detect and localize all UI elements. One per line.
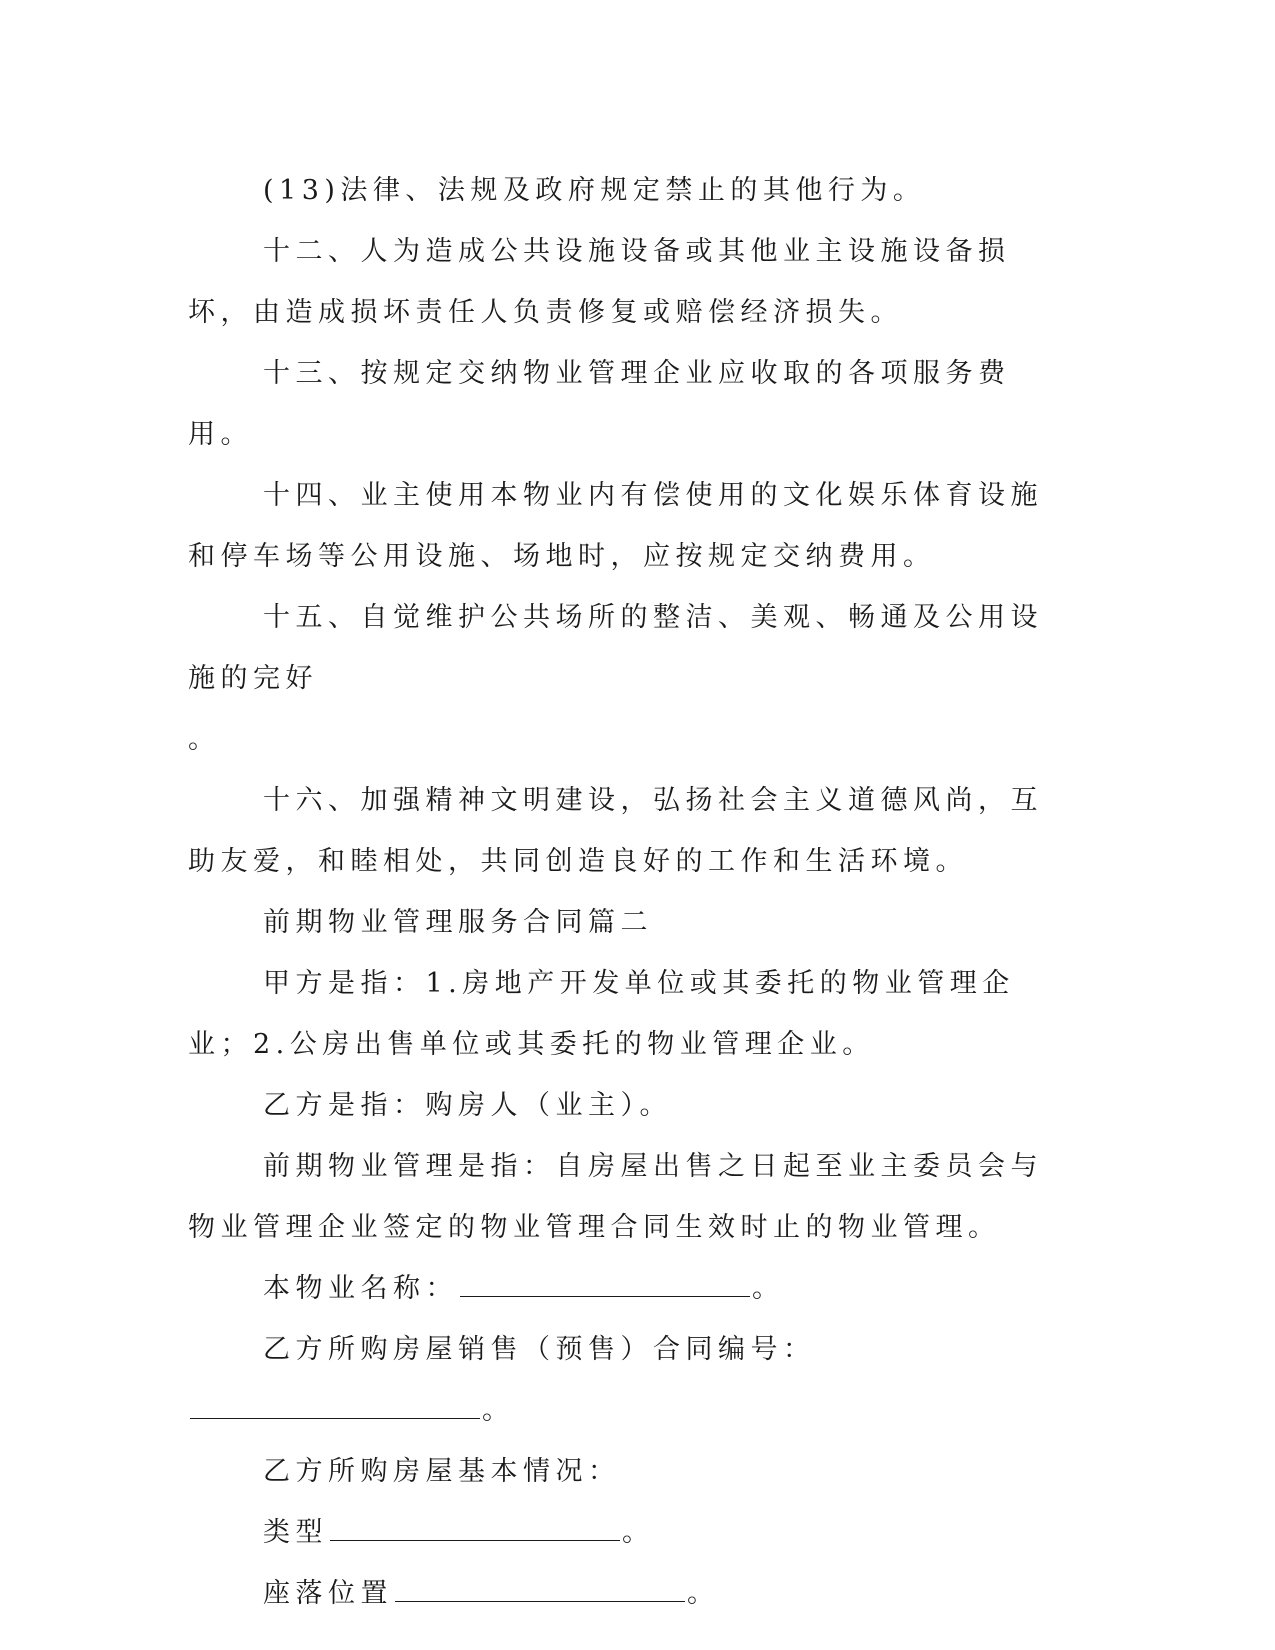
paragraph-service-fees: 十三、按规定交纳物业管理企业应收取的各项服务费用。 [188, 358, 1011, 450]
field-suffix: 。 [752, 1273, 785, 1304]
field-contract-number [188, 1319, 1068, 1441]
paragraph-preliminary-management-definition: 前期物业管理是指：自房屋出售之日起至业主委员会与物业管理企业签定的物业管理合同生效时止的物业管理。 [188, 1151, 1043, 1243]
paragraph-trailing-period: 。 [188, 724, 221, 755]
field-suffix: 。 [687, 1578, 720, 1609]
field-suffix: 。 [482, 1395, 515, 1426]
fill-in-blank [395, 1581, 685, 1602]
fill-in-blank [460, 1276, 750, 1297]
paragraph-civility: 十六、加强精神文明建设，弘扬社会主义道德风尚，互助友爱，和睦相处，共同创造良好的工作和生活环境。 [188, 785, 1043, 877]
field-property-name [188, 1258, 1068, 1319]
field-label: 座落位置 [263, 1578, 393, 1609]
paragraph-public-places: 十五、自觉维护公共场所的整洁、美观、畅通及公用设施的完好 [188, 602, 1043, 694]
paragraph-party-a-definition: 甲方是指：1.房地产开发单位或其委托的物业管理企业；2.公房出售单位或其委托的物业管理企业。 [188, 968, 1015, 1060]
field-label: 乙方所购房屋基本情况： [263, 1456, 621, 1487]
paragraph-damage-liability: 十二、人为造成公共设施设备或其他业主设施设备损坏，由造成损坏责任人负责修复或赔偿经济损失。 [188, 236, 1011, 328]
field-house-basic-info [188, 1441, 1068, 1502]
field-house-type [188, 1502, 1068, 1563]
paragraph-party-b-definition: 乙方是指：购房人（业主）。 [263, 1090, 672, 1121]
fill-in-blank [190, 1398, 480, 1419]
paragraph-paid-facilities: 十四、业主使用本物业内有偿使用的文化娱乐体育设施和停车场等公用设施、场地时，应按规定交纳费用。 [188, 480, 1043, 572]
field-label: 类型 [263, 1517, 328, 1548]
document-body [188, 160, 1068, 1624]
field-house-location [188, 1563, 1068, 1624]
field-label: 本物业名称： [263, 1273, 458, 1304]
field-suffix: 。 [622, 1517, 655, 1548]
fill-in-blank [330, 1520, 620, 1541]
section-title: 前期物业管理服务合同篇二 [263, 907, 653, 938]
paragraph-prohibited-acts: (13)法律、法规及政府规定禁止的其他行为。 [263, 175, 926, 206]
field-label: 乙方所购房屋销售（预售）合同编号： [263, 1334, 816, 1365]
